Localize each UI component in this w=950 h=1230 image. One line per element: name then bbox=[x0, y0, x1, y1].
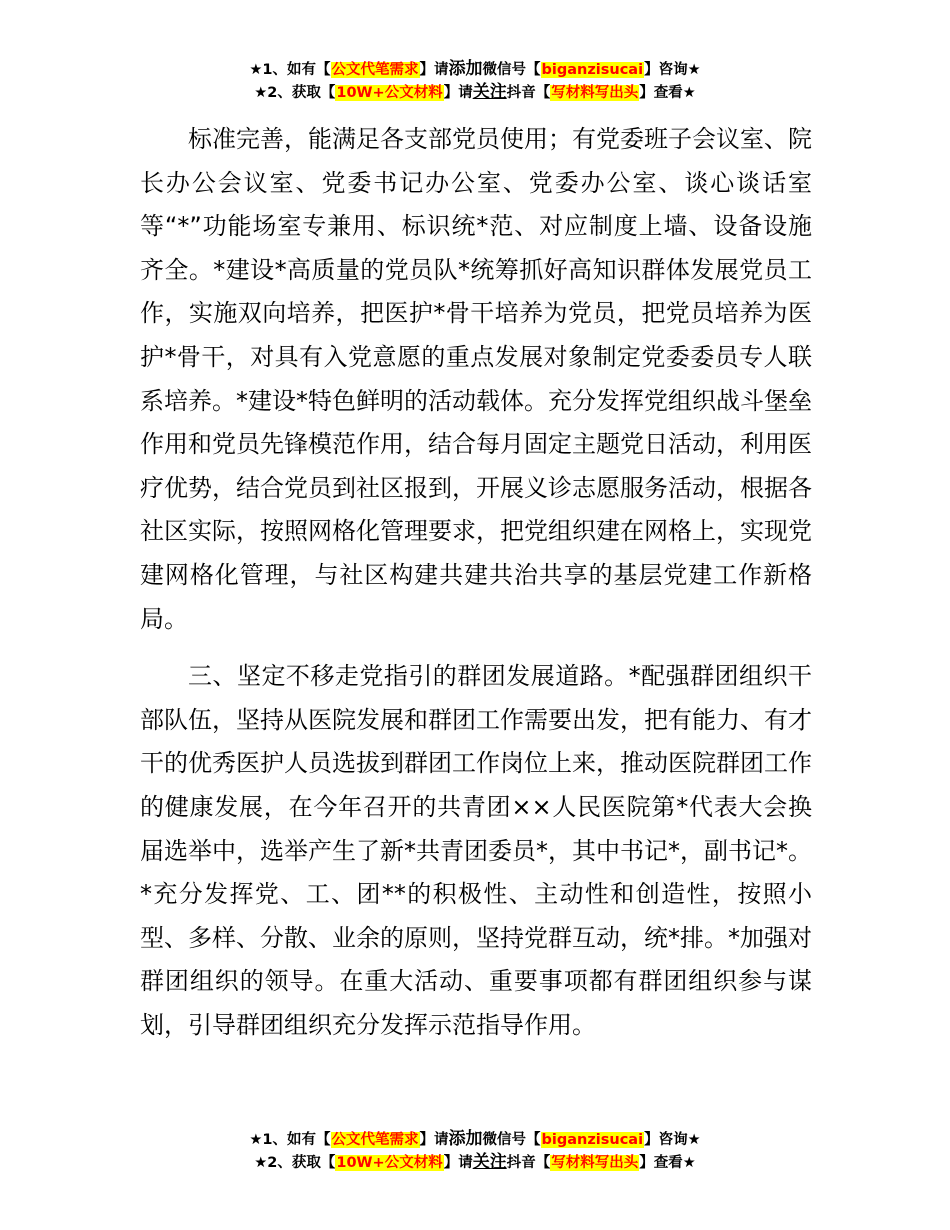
banner-text: 】咨询★ bbox=[644, 62, 701, 78]
banner-text: 】查看★ bbox=[639, 85, 696, 101]
banner-text: ★1、如有【 bbox=[249, 1132, 331, 1148]
banner-text: 】查看★ bbox=[639, 1155, 696, 1171]
header-banner-line-2 bbox=[0, 81, 950, 104]
banner-text: 抖音【 bbox=[506, 85, 551, 101]
ghostwriting-highlight: 公文代笔需求 bbox=[331, 1132, 419, 1148]
wechat-id-highlight: biganzisucai bbox=[541, 1132, 644, 1148]
banner-text: 】请 bbox=[419, 62, 449, 78]
douyin-highlight: 写材料写出头 bbox=[551, 1155, 639, 1171]
banner-text: 微信号【 bbox=[482, 1132, 541, 1148]
footer-banner bbox=[0, 1128, 950, 1174]
follow-emphasis: 关注 bbox=[472, 82, 507, 102]
add-emphasis: 添加 bbox=[448, 1129, 483, 1149]
paragraph-1: 标准完善，能满足各支部党员使用；有党委班子会议室、院长办公会议室、党委书记办公室、党委办公室、谈心谈话室等“*”功能场室专兼用、标识统*范、对应制度上墙、设备设施齐全。*建设*高质量的党员队*统筹抓好高知识群体发展党员工作，实施双向培养，把医护*骨干培养为党员，把党员培养为医护*骨干，对具有入党意愿的重点发展对象制定党委委员专人联系培养。*建设*特色鲜明的活动载体。充分发挥党组织战斗堡垒作用和党员先锋模范作用，结合每月固定主题党日活动，利用医疗优势，结合党员到社区报到，开展义诊志愿服务活动，根据各社区实际，按照网格化管理要求，把党组织建在网格上，实现党建网格化管理，与社区构建共建共治共享的基层党建工作新格局。 bbox=[140, 125, 812, 633]
banner-text: 】请 bbox=[419, 1132, 449, 1148]
banner-text: 抖音【 bbox=[506, 1155, 551, 1171]
materials-highlight: 10W+公文材料 bbox=[336, 1155, 443, 1171]
wechat-id-highlight: biganzisucai bbox=[541, 62, 644, 78]
header-banner bbox=[0, 58, 950, 104]
ghostwriting-highlight: 公文代笔需求 bbox=[331, 62, 419, 78]
add-emphasis: 添加 bbox=[448, 59, 483, 79]
header-banner-line-1 bbox=[0, 58, 950, 81]
footer-banner-line-2 bbox=[0, 1151, 950, 1174]
document-body bbox=[140, 118, 812, 1047]
banner-text: 】咨询★ bbox=[644, 1132, 701, 1148]
banner-text: 】请 bbox=[443, 1155, 473, 1171]
follow-emphasis: 关注 bbox=[472, 1152, 507, 1172]
banner-text: ★2、获取【 bbox=[254, 1155, 336, 1171]
banner-text: 】请 bbox=[443, 85, 473, 101]
footer-banner-line-1 bbox=[0, 1128, 950, 1151]
paragraph-2: 三、坚定不移走党指引的群团发展道路。*配强群团组织干部队伍，坚持从医院发展和群团工作需要出发，把有能力、有才干的优秀医护人员选拔到群团工作岗位上来，推动医院群团工作的健康发展，在今年召开的共青团××人民医院第*代表大会换届选举中，选举产生了新*共青团委员*，其中书记*，副书记*。*充分发挥党、工、团**的积极性、主动性和创造性，按照小型、多样、分散、业余的原则，坚持党群互动，统*排。*加强对群团组织的领导。在重大活动、重要事项都有群团组织参与谋划，引导群团组织充分发挥示范指导作用。 bbox=[140, 662, 812, 1039]
banner-text: ★2、获取【 bbox=[254, 85, 336, 101]
banner-text: 微信号【 bbox=[482, 62, 541, 78]
materials-highlight: 10W+公文材料 bbox=[336, 85, 443, 101]
douyin-highlight: 写材料写出头 bbox=[551, 85, 639, 101]
banner-text: ★1、如有【 bbox=[249, 62, 331, 78]
